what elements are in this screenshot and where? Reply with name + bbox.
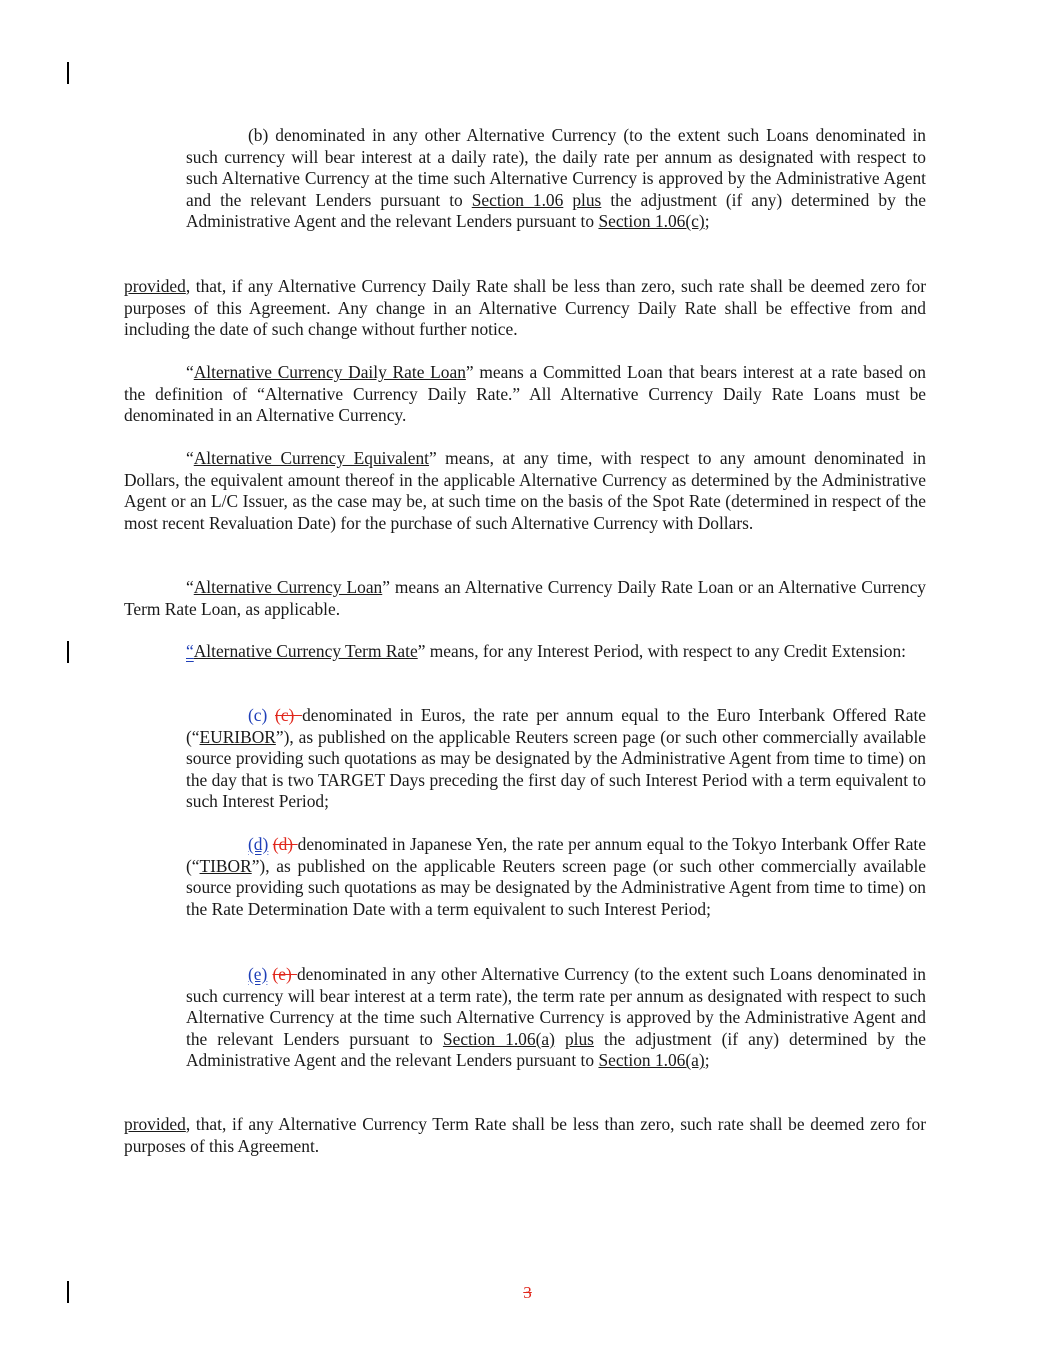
defined-term: Alternative Currency Daily Rate Loan: [193, 362, 466, 382]
change-bar-top: [67, 62, 69, 84]
provided-term: provided: [124, 1114, 186, 1134]
proviso-text: , that, if any Alternative Currency Term Rate shall be less than zero, such rate shall be deemed zero for purposes of this Agreement.: [124, 1114, 926, 1156]
punctuation: ;: [704, 1050, 710, 1071]
clause-d: [186, 834, 926, 920]
proviso-daily-rate: [124, 276, 926, 341]
definition-currency-equivalent: [124, 448, 926, 534]
deleted-label: (c): [275, 705, 303, 725]
open-quote: “: [186, 362, 194, 382]
clause-e-text: denominated in any other Alternative Currency (to the extent such Loans denominated in such currency will bear interest at a term rate), the term rate per annum as designated with respect to such Alternative Currency at the time such Alternative Currency is approved by the Administrative Agent and the relevant Lenders pursuant to: [186, 964, 926, 1049]
clause-d-text-2: ”), as published on the applicable Reuters screen page (or such other commercially available source providing such quotations as may be designated by the Administrative Agent from time to time) on the Rate Determination Date with a term equivalent to such Interest Period;: [186, 855, 926, 919]
clause-c-text: denominated in Euros, the rate per annum equal to the Euro Interbank Offered Rate (“: [186, 705, 926, 747]
spacer: [563, 190, 572, 210]
punctuation: ;: [704, 211, 710, 232]
page-number: 3: [523, 1283, 532, 1302]
proviso-text: , that, if any Alternative Currency Daily Rate shall be less than zero, such rate shall be deemed zero for purposes of this Agreement. Any change in an Alternative Currency Daily Rate shall be effective from and including the date of such change without further notice.: [124, 276, 926, 340]
spacer: [555, 1029, 565, 1049]
proviso-term-rate: [124, 1114, 926, 1157]
clause-e: [186, 964, 926, 1072]
change-bar-middle: [67, 641, 69, 663]
open-quote: “: [186, 577, 194, 597]
definition-currency-loan: [124, 577, 926, 620]
clause-e-text-2: the adjustment (if any) determined by the Administrative Agent and the relevant Lenders pursuant to: [186, 1028, 927, 1071]
clause-b-label: (b): [248, 125, 269, 145]
defined-term: Alternative Currency Loan: [193, 577, 383, 597]
definition-daily-rate-loan: [124, 362, 926, 427]
section-ref-link[interactable]: Section 1.06(c): [598, 211, 705, 232]
clause-b: [186, 125, 926, 233]
section-ref-link[interactable]: Section 1.06: [471, 189, 564, 210]
deleted-label: (e): [272, 964, 297, 984]
inserted-open-quote: “: [186, 641, 194, 661]
section-ref-link[interactable]: Section 1.06(a): [442, 1028, 555, 1049]
definition-text: ” means an Alternative Currency Daily Rate Loan or an Alternative Currency Term Rate Loan, as applicable.: [124, 577, 927, 619]
definition-text: ” means, at any time, with respect to any amount denominated in Dollars, the equivalent amount thereof in the applicable Alternative Currency as determined by the Administrative Agent or an L/C Issuer, as the case may be, at such time on the basis of the Spot Rate (determined in respect of the most recent Revaluation Date) for the purchase of such Alternative Currency with Dollars.: [124, 448, 926, 533]
clause-b-text: denominated in any other Alternative Currency (to the extent such Loans denominated in such currency will bear interest at a daily rate), the daily rate per annum as designated with respect to such Alternative Currency at the time such Alternative Currency is approved by the Administrative Agent and the relevant Lenders pursuant to: [186, 125, 926, 210]
inserted-label: (d): [248, 834, 269, 854]
deleted-label: (d): [272, 834, 298, 854]
clause-d-text: denominated in Japanese Yen, the rate per annum equal to the Tokyo Interbank Offer Rate (“: [186, 834, 926, 876]
definition-text: ” means a Committed Loan that bears interest at a rate based on the definition of “Alternative Currency Daily Rate.” All Alternative Currency Daily Rate Loans must be denominated in an Alternative Currency.: [124, 362, 926, 426]
definition-text: ” means, for any Interest Period, with respect to any Credit Extension:: [417, 641, 906, 661]
defined-term: Alternative Currency Equivalent: [193, 448, 429, 468]
spacer: [267, 705, 275, 725]
provided-term: provided: [124, 276, 186, 296]
inserted-label: (e): [248, 964, 268, 984]
section-ref-link[interactable]: Section 1.06(a): [598, 1050, 705, 1071]
plus-term: plus: [564, 1028, 594, 1049]
defined-term: TIBOR: [199, 855, 252, 876]
open-quote: “: [186, 448, 194, 468]
definition-term-rate: [124, 641, 926, 663]
inserted-label: (c): [248, 705, 268, 725]
defined-term: Alternative Currency Term Rate: [193, 641, 418, 661]
clause-c-text-2: ”), as published on the applicable Reuters screen page (or such other commercially available source providing such quotations as may be designated by the Administrative Agent from time to time) on the day that is two TARGET Days preceding the first day of such Interest Period with a term equivalent to such Interest Period;: [186, 726, 926, 812]
clause-b-text-2: the adjustment (if any) determined by the Administrative Agent and the relevant Lenders pursuant to: [186, 189, 926, 232]
defined-term: EURIBOR: [199, 726, 276, 747]
plus-term: plus: [572, 189, 602, 210]
clause-c: [186, 705, 926, 813]
